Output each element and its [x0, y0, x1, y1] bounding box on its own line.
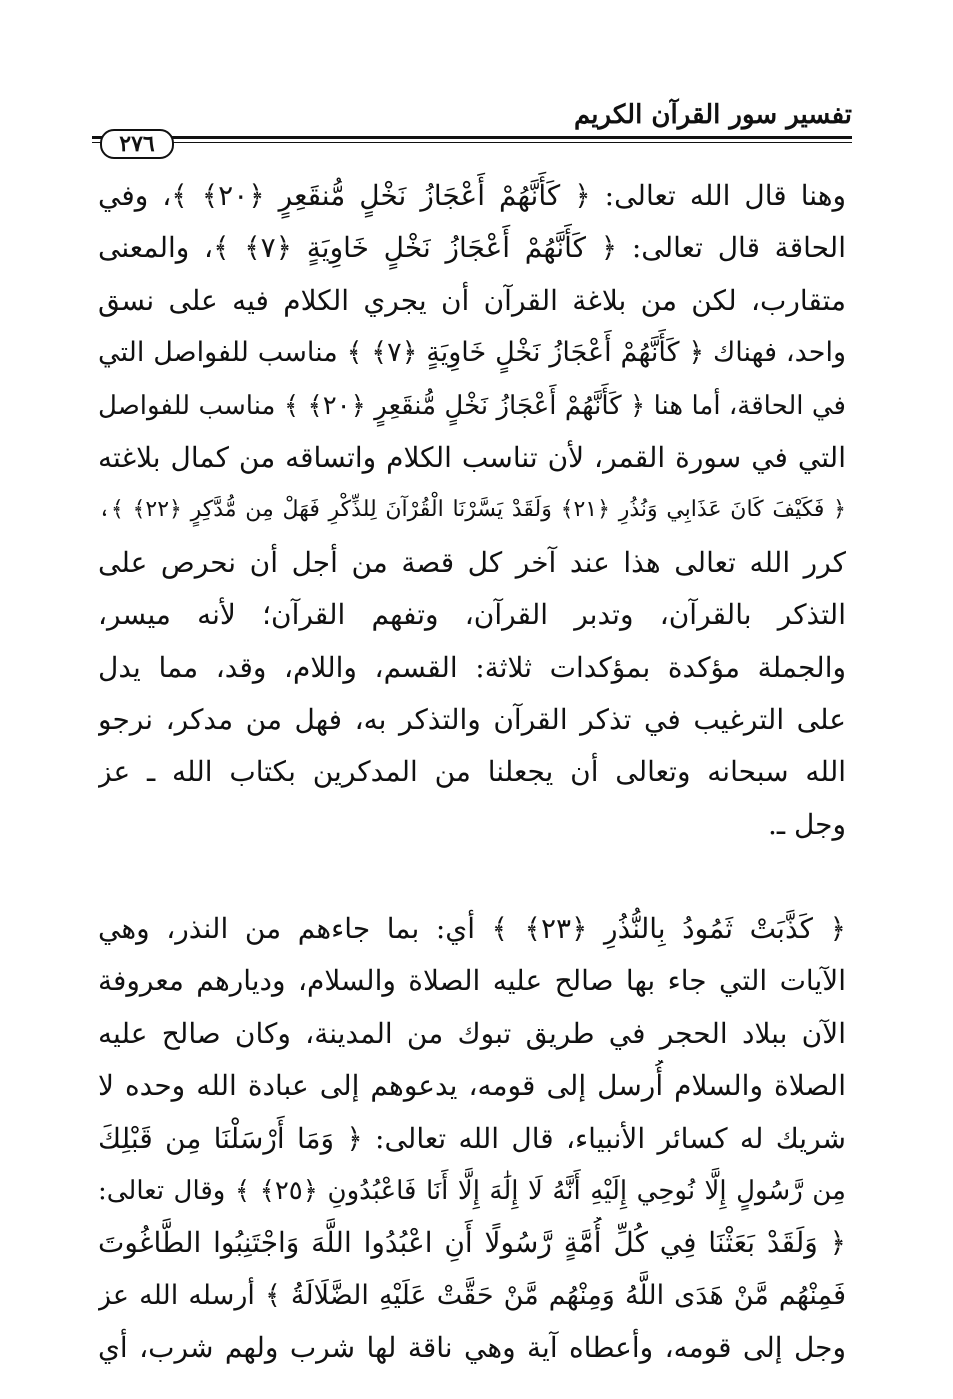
book-title: تفسير سور القرآن الكريم [573, 100, 852, 130]
text-line: كرر الله تعالى هذا عند آخر كل قصة من أجل أن نحرص على [98, 545, 846, 579]
text-line: التي في سورة القمر، لأن تناسب الكلام واتساقه من كمال بلاغته [98, 440, 846, 474]
text-line: الآن ببلاد الحجر في طريق تبوك من المدينة، وكان صالح عليه [98, 1016, 846, 1050]
text-line: الآيات التي جاء بها صالح عليه الصلاة والسلام، وديارهم معروفة [98, 964, 846, 998]
page-number: ٢٧٦ [119, 131, 155, 157]
paragraph-1 [98, 170, 846, 851]
paragraph-2 [98, 903, 846, 1375]
text-line: وهنا قال الله تعالى: ﴿ كَأَنَّهُمْ أَعْجَازُ نَخْلٍ مُّنقَعِرٍ ﴿٢٠﴾ ﴾، وفي [98, 179, 846, 212]
text-line: فَمِنْهُم مَّنْ هَدَى اللَّهُ وَمِنْهُم مَّنْ حَقَّتْ عَلَيْهِ الضَّلَالَةُ ﴾ أرسله الله عز [98, 1279, 846, 1311]
text-line: وجل ـ. [767, 807, 846, 841]
header-rule-thin [92, 142, 852, 143]
page-number-badge [100, 129, 174, 159]
page-header [92, 100, 852, 160]
text-line: ﴿ كَذَّبَتْ ثَمُودُ بِالنُّذُرِ ﴿٢٣﴾ ﴾ أي: بما جاءهم من النذر، وهي [98, 912, 846, 946]
text-line: ﴿ وَلَقَدْ بَعَثْنَا فِي كُلِّ أُمَّةٍ رَّسُولًا أَنِ اعْبُدُوا اللَّهَ وَاجْتَنِبُوا الطَّاغُوتَ [98, 1226, 846, 1260]
text-line: ﴿ فَكَيْفَ كَانَ عَذَابِي وَنُذُرِ ﴿٢١﴾ وَلَقَدْ يَسَّرْنَا الْقُرْآنَ لِلذِّكْرِ فَهَلْ مِن مُّدَّكِرٍ ﴿٢٢﴾ ﴾، [98, 497, 846, 523]
text-line: والجملة مؤكدة بمؤكدات ثلاثة: القسم، واللام، وقد، مما يدل [98, 650, 846, 684]
text-line: وجل إلى قومه، وأعطاه آية وهي ناقة لها شرب ولهم شرب، أي [98, 1331, 846, 1365]
text-line: الحاقة قال تعالى: ﴿ كَأَنَّهُمْ أَعْجَازُ نَخْلٍ خَاوِيَةٍ ﴿٧﴾ ﴾، والمعنى [98, 231, 846, 265]
text-line: على الترغيب في تذكر القرآن والتذكر به، فهل من مدكر، نرجو [98, 702, 846, 736]
page-body [98, 170, 846, 1375]
header-rule-thick [92, 136, 852, 139]
text-line: الله سبحانه وتعالى أن يجعلنا من المدكرين بكتاب الله ـ عز [98, 755, 846, 789]
text-line: متقارب، لكن من بلاغة القرآن أن يجري الكلام فيه على نسق [98, 283, 846, 317]
text-line: واحد، فهناك ﴿ كَأَنَّهُمْ أَعْجَازُ نَخْلٍ خَاوِيَةٍ ﴿٧﴾ ﴾ مناسب للفواصل التي [98, 337, 846, 369]
text-line: شريك له كسائر الأنبياء، قال الله تعالى: ﴿ وَمَا أَرْسَلْنَا مِن قَبْلِكَ [98, 1121, 846, 1155]
text-line: الصلاة والسلام أُرسل إلى قومه، يدعوهم إلى عبادة الله وحده لا [98, 1069, 846, 1103]
text-line: التذكر بالقرآن، وتدبر القرآن، وتفهم القرآن؛ لأنه ميسر، [98, 598, 846, 632]
text-line: في الحاقة، أما هنا ﴿ كَأَنَّهُمْ أَعْجَازُ نَخْلٍ مُّنقَعِرٍ ﴿٢٠﴾ ﴾ مناسب للفواصل [98, 390, 846, 421]
text-line: مِن رَّسُولٍ إِلَّا نُوحِي إِلَيْهِ أَنَّهُ لَا إِلَٰهَ إِلَّا أَنَا فَاعْبُدُونِ ﴿٢٥﴾ ﴾ وقال تعالى: [98, 1176, 846, 1207]
